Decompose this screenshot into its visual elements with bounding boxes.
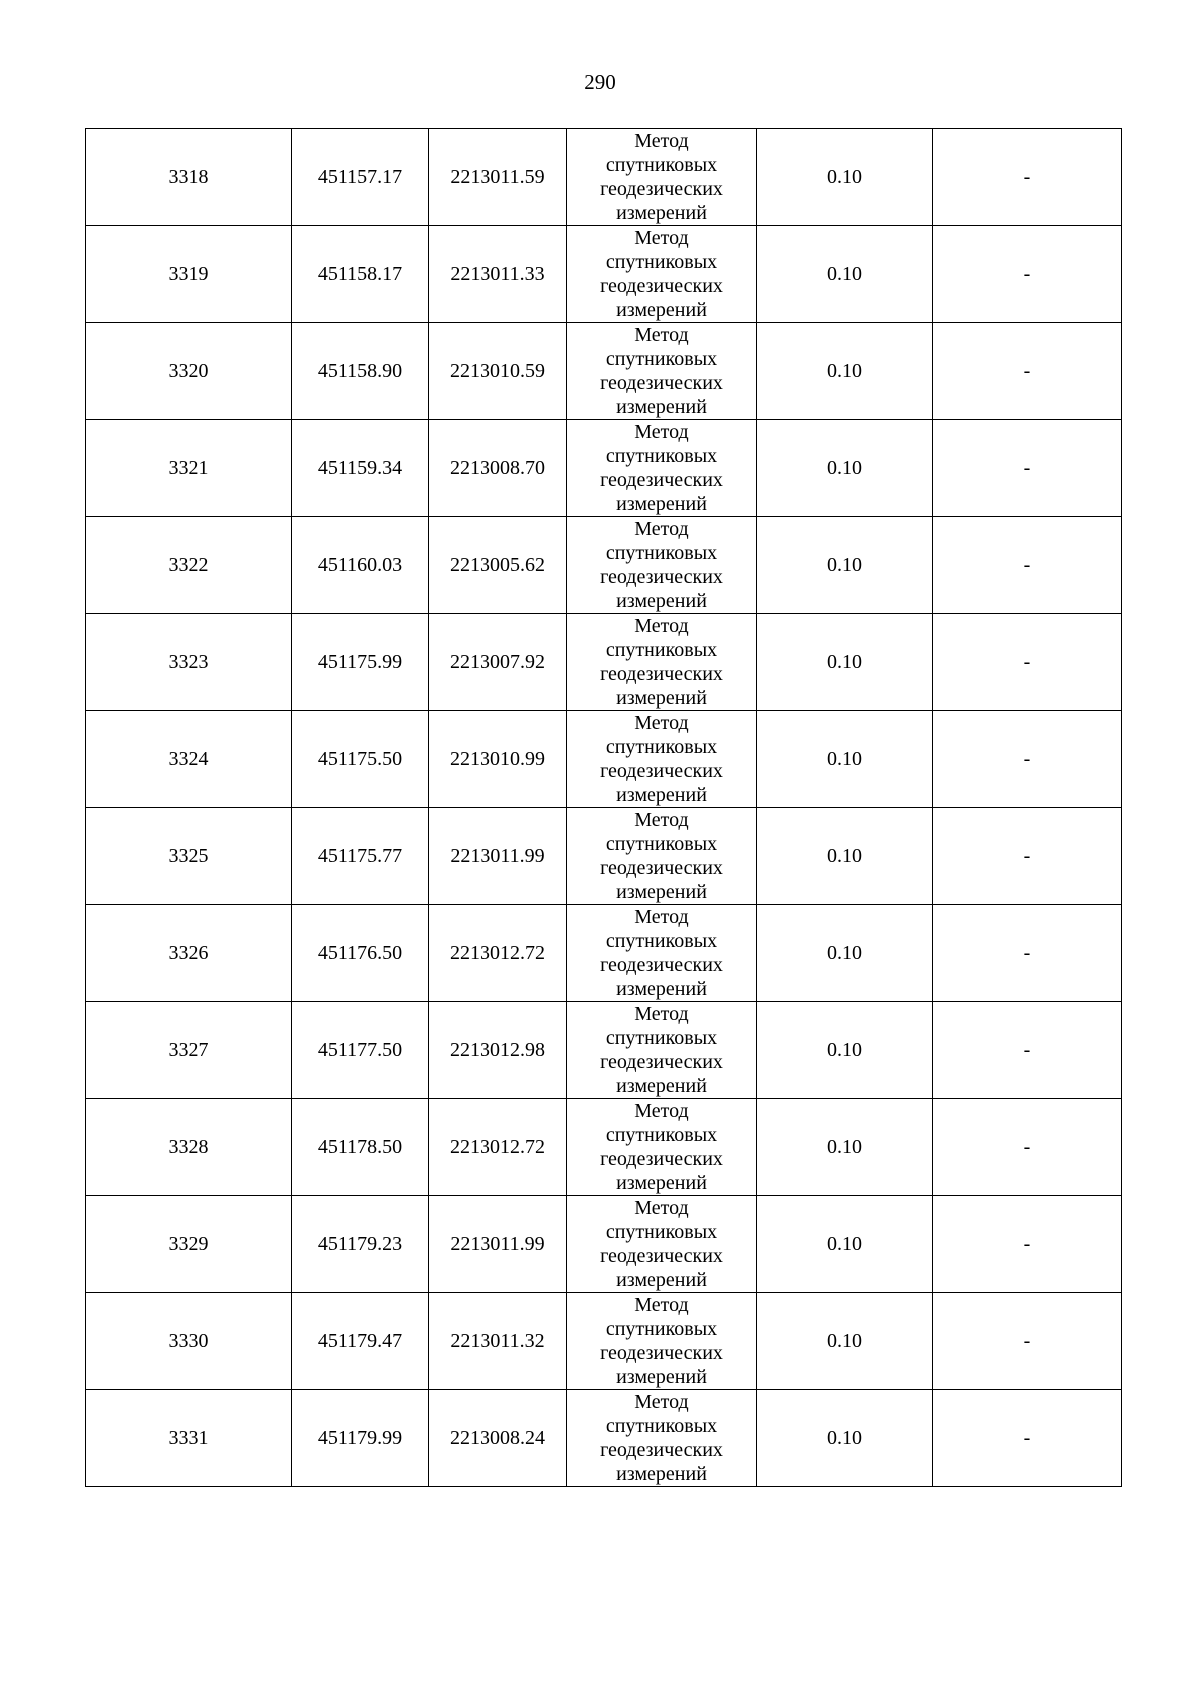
point-number-cell: 3319 <box>86 226 292 323</box>
accuracy-cell: 0.10 <box>757 1390 933 1487</box>
method-line: измерений <box>616 1463 707 1485</box>
method-line: спутниковых <box>605 1124 718 1146</box>
method-line: измерений <box>616 202 707 224</box>
note-cell: - <box>933 323 1122 420</box>
method-line: измерений <box>616 396 707 418</box>
method-cell <box>567 1099 757 1196</box>
note-cell: - <box>933 614 1122 711</box>
accuracy-cell: 0.10 <box>757 1002 933 1099</box>
method-line: Метод <box>634 1100 689 1122</box>
table-row <box>86 1196 1122 1293</box>
method-line: спутниковых <box>605 639 718 661</box>
table-row <box>86 517 1122 614</box>
method-line: геодезических <box>600 663 723 685</box>
point-number-cell: 3318 <box>86 129 292 226</box>
table-row <box>86 1099 1122 1196</box>
y-coordinate-cell: 2213011.33 <box>429 226 567 323</box>
method-cell <box>567 1002 757 1099</box>
method-line: Метод <box>634 518 689 540</box>
method-line: измерений <box>616 687 707 709</box>
accuracy-cell: 0.10 <box>757 1099 933 1196</box>
x-coordinate-cell: 451175.99 <box>292 614 429 711</box>
accuracy-cell: 0.10 <box>757 808 933 905</box>
method-line: геодезических <box>600 1439 723 1461</box>
note-cell: - <box>933 905 1122 1002</box>
note-cell: - <box>933 517 1122 614</box>
method-line: геодезических <box>600 1245 723 1267</box>
accuracy-cell: 0.10 <box>757 420 933 517</box>
point-number-cell: 3323 <box>86 614 292 711</box>
y-coordinate-cell: 2213010.99 <box>429 711 567 808</box>
y-coordinate-cell: 2213012.72 <box>429 1099 567 1196</box>
x-coordinate-cell: 451158.17 <box>292 226 429 323</box>
y-coordinate-cell: 2213011.99 <box>429 808 567 905</box>
method-line: спутниковых <box>605 445 718 467</box>
method-line: Метод <box>634 130 689 152</box>
point-number-cell: 3331 <box>86 1390 292 1487</box>
point-number-cell: 3327 <box>86 1002 292 1099</box>
x-coordinate-cell: 451179.23 <box>292 1196 429 1293</box>
method-line: спутниковых <box>605 154 718 176</box>
method-line: Метод <box>634 324 689 346</box>
table-row <box>86 905 1122 1002</box>
accuracy-cell: 0.10 <box>757 905 933 1002</box>
x-coordinate-cell: 451158.90 <box>292 323 429 420</box>
method-line: измерений <box>616 1366 707 1388</box>
table-row <box>86 323 1122 420</box>
accuracy-cell: 0.10 <box>757 711 933 808</box>
x-coordinate-cell: 451157.17 <box>292 129 429 226</box>
method-line: спутниковых <box>605 542 718 564</box>
method-line: геодезических <box>600 857 723 879</box>
note-cell: - <box>933 420 1122 517</box>
note-cell: - <box>933 1002 1122 1099</box>
point-number-cell: 3326 <box>86 905 292 1002</box>
table-row <box>86 1293 1122 1390</box>
point-number-cell: 3324 <box>86 711 292 808</box>
table-row <box>86 808 1122 905</box>
method-line: измерений <box>616 493 707 515</box>
x-coordinate-cell: 451179.47 <box>292 1293 429 1390</box>
y-coordinate-cell: 2213010.59 <box>429 323 567 420</box>
coordinates-table-body <box>86 129 1122 1487</box>
point-number-cell: 3329 <box>86 1196 292 1293</box>
note-cell: - <box>933 129 1122 226</box>
note-cell: - <box>933 226 1122 323</box>
table-row <box>86 614 1122 711</box>
method-cell <box>567 711 757 808</box>
method-line: Метод <box>634 227 689 249</box>
method-line: спутниковых <box>605 930 718 952</box>
table-row <box>86 1002 1122 1099</box>
method-cell <box>567 1196 757 1293</box>
note-cell: - <box>933 808 1122 905</box>
method-line: измерений <box>616 590 707 612</box>
method-line: спутниковых <box>605 1221 718 1243</box>
method-line: измерений <box>616 299 707 321</box>
method-line: геодезических <box>600 469 723 491</box>
note-cell: - <box>933 1390 1122 1487</box>
accuracy-cell: 0.10 <box>757 323 933 420</box>
method-line: измерений <box>616 1172 707 1194</box>
method-line: геодезических <box>600 178 723 200</box>
method-line: измерений <box>616 1075 707 1097</box>
x-coordinate-cell: 451178.50 <box>292 1099 429 1196</box>
method-line: Метод <box>634 809 689 831</box>
method-line: измерений <box>616 978 707 1000</box>
method-cell <box>567 905 757 1002</box>
y-coordinate-cell: 2213011.99 <box>429 1196 567 1293</box>
method-cell <box>567 1390 757 1487</box>
coordinates-table <box>85 128 1122 1487</box>
accuracy-cell: 0.10 <box>757 226 933 323</box>
x-coordinate-cell: 451175.77 <box>292 808 429 905</box>
y-coordinate-cell: 2213012.72 <box>429 905 567 1002</box>
method-cell <box>567 226 757 323</box>
page-number: 290 <box>584 70 616 94</box>
note-cell: - <box>933 711 1122 808</box>
accuracy-cell: 0.10 <box>757 614 933 711</box>
accuracy-cell: 0.10 <box>757 1196 933 1293</box>
y-coordinate-cell: 2213005.62 <box>429 517 567 614</box>
y-coordinate-cell: 2213008.24 <box>429 1390 567 1487</box>
method-line: спутниковых <box>605 1027 718 1049</box>
x-coordinate-cell: 451177.50 <box>292 1002 429 1099</box>
method-line: геодезических <box>600 566 723 588</box>
point-number-cell: 3325 <box>86 808 292 905</box>
note-cell: - <box>933 1196 1122 1293</box>
point-number-cell: 3328 <box>86 1099 292 1196</box>
method-line: измерений <box>616 1269 707 1291</box>
method-cell <box>567 614 757 711</box>
method-line: Метод <box>634 615 689 637</box>
table-row <box>86 420 1122 517</box>
y-coordinate-cell: 2213011.32 <box>429 1293 567 1390</box>
method-cell <box>567 1293 757 1390</box>
y-coordinate-cell: 2213011.59 <box>429 129 567 226</box>
method-line: спутниковых <box>605 736 718 758</box>
method-line: измерений <box>616 784 707 806</box>
point-number-cell: 3320 <box>86 323 292 420</box>
table-row <box>86 226 1122 323</box>
x-coordinate-cell: 451160.03 <box>292 517 429 614</box>
y-coordinate-cell: 2213012.98 <box>429 1002 567 1099</box>
y-coordinate-cell: 2213008.70 <box>429 420 567 517</box>
method-line: Метод <box>634 1003 689 1025</box>
method-cell <box>567 808 757 905</box>
note-cell: - <box>933 1099 1122 1196</box>
method-line: Метод <box>634 1197 689 1219</box>
accuracy-cell: 0.10 <box>757 517 933 614</box>
method-cell <box>567 323 757 420</box>
method-cell <box>567 517 757 614</box>
table-row <box>86 129 1122 226</box>
method-line: геодезических <box>600 760 723 782</box>
x-coordinate-cell: 451159.34 <box>292 420 429 517</box>
method-line: геодезических <box>600 1342 723 1364</box>
table-row <box>86 711 1122 808</box>
note-cell: - <box>933 1293 1122 1390</box>
point-number-cell: 3322 <box>86 517 292 614</box>
method-line: спутниковых <box>605 348 718 370</box>
x-coordinate-cell: 451179.99 <box>292 1390 429 1487</box>
method-line: Метод <box>634 421 689 443</box>
method-line: Метод <box>634 712 689 734</box>
method-line: Метод <box>634 1391 689 1413</box>
accuracy-cell: 0.10 <box>757 1293 933 1390</box>
method-line: спутниковых <box>605 1318 718 1340</box>
point-number-cell: 3321 <box>86 420 292 517</box>
point-number-cell: 3330 <box>86 1293 292 1390</box>
method-line: спутниковых <box>605 1415 718 1437</box>
method-line: спутниковых <box>605 251 718 273</box>
x-coordinate-cell: 451175.50 <box>292 711 429 808</box>
method-line: измерений <box>616 881 707 903</box>
method-cell <box>567 420 757 517</box>
method-line: геодезических <box>600 1148 723 1170</box>
method-line: Метод <box>634 1294 689 1316</box>
method-cell <box>567 129 757 226</box>
y-coordinate-cell: 2213007.92 <box>429 614 567 711</box>
method-line: геодезических <box>600 954 723 976</box>
method-line: спутниковых <box>605 833 718 855</box>
table-row <box>86 1390 1122 1487</box>
method-line: геодезических <box>600 275 723 297</box>
method-line: Метод <box>634 906 689 928</box>
method-line: геодезических <box>600 372 723 394</box>
method-line: геодезических <box>600 1051 723 1073</box>
accuracy-cell: 0.10 <box>757 129 933 226</box>
x-coordinate-cell: 451176.50 <box>292 905 429 1002</box>
